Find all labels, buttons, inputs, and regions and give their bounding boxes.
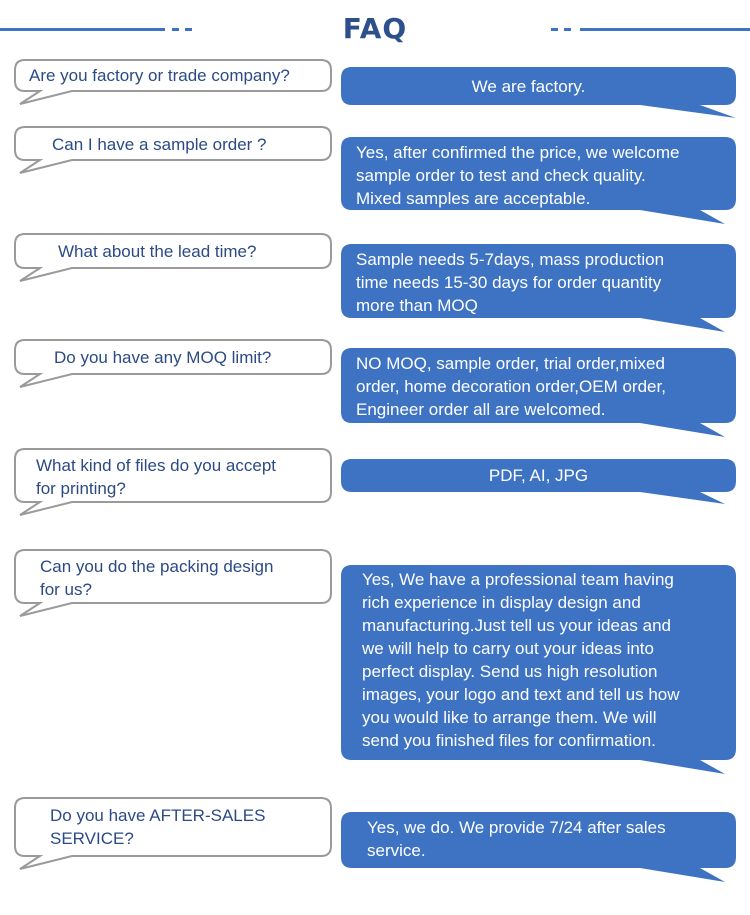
question-2: Can I have a sample order ? — [52, 135, 267, 154]
question-7: Do you have AFTER-SALES SERVICE? — [50, 806, 266, 848]
question-4: Do you have any MOQ limit? — [54, 348, 272, 367]
answer-6: Yes, We have a professional team having rich experience in display design and manufacturing.Just tell us your ideas and we will help to carry out your ideas into perfect display. Send us high resolution images, your logo and text and tell us how you would like to arrange them. We will send you finished files for confirmation. — [362, 570, 680, 750]
question-6: Can you do the packing design for us? — [40, 557, 274, 599]
question-1: Are you factory or trade company? — [29, 66, 290, 85]
question-5: What kind of files do you accept for printing? — [36, 456, 277, 498]
answer-5: PDF, AI, JPG — [488, 466, 589, 485]
answer-2: Yes, after confirmed the price, we welcome sample order to test and check quality. Mixed samples are acceptable. — [356, 143, 680, 208]
answer-1: We are factory. — [471, 77, 586, 96]
answer-7: Yes, we do. We provide 7/24 after sales service. — [367, 818, 666, 860]
page-title: FAQ — [342, 12, 408, 45]
answer-3: Sample needs 5-7days, mass production time needs 15-30 days for order quantity more than MOQ — [356, 250, 665, 315]
answer-4: NO MOQ, sample order, trial order,mixed order, home decoration order,OEM order, Engineer order all are welcomed. — [356, 354, 666, 419]
question-3: What about the lead time? — [58, 242, 257, 261]
